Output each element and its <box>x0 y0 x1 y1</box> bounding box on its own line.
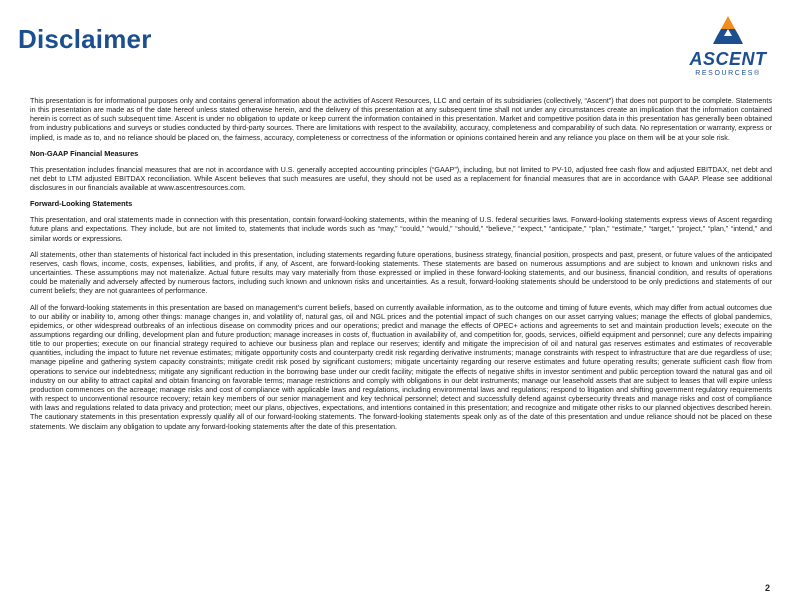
mountain-logo-icon <box>708 14 748 50</box>
forward-looking-heading: Forward-Looking Statements <box>30 199 133 209</box>
forward-looking-paragraph-2: All statements, other than statements of historical fact included in this presentation, including statements regarding future operations, business strategy, financial position, prospects and past, present, or future values of the anticipated reserves, cash flows, income, costs, expenses, liabilities, and profits, if any, of Ascent, are forward-looking statements. These statements are based on numerous assumptions and are subject to known and unknown risks and uncertainties. These assumptions may not materialize. Actual future results may vary materially from those expressed or implied in these forward-looking statements, and our business, financial condition, and results of operations could be materially and adversely affected by numerous factors, including such known and unknown risks and uncertainties. As a result, forward-looking statements should be understood to be only predictions and statements of our current beliefs; they are not guarantees of performance. <box>30 249 772 296</box>
non-gaap-heading: Non-GAAP Financial Measures <box>30 148 139 158</box>
forward-looking-paragraph-3: All of the forward-looking statements in this presentation are based on management’s current beliefs, based on currently available information, as to the outcome and timing of future events, which may differ from actual outcomes due to our ability or inability to, among other things: manage changes in, and volatility of, natural gas, oil and NGL prices and the potential impact of such changes on our asset carrying values; manage the effects of global pandemics, epidemics, or other widespread outbreaks of an infectious disease on commodity prices and our operations; predict and manage the effects of OPEC+ actions and agreements to set and maintain production levels; execute on the assumptions regarding our drilling, development plan and future production; manage increases in costs of, fluctuation in availability of, and competition for, goods, services, oilfield equipment and personnel; cure any defects impairing title to our properties; execute on our financial strategy required to achieve our business plan and replace our reserves; identify and mitigate the imprecision of oil and natural gas reserves estimates and estimates of recoverable quantities, including the impact to future net revenue estimates; mitigate opportunity costs and counterparty credit risk regarding derivative instruments; manage constraints with respect to infrastructure that are due regardless of use; manage pipeline and gathering system capacity constraints; mitigate credit risk posed by significant customers; mitigate uncertainty regarding our reserve estimates and future operating results; generate sufficient cash flow from operations to service our indebtedness; mitigate any significant reduction in the borrowing base under our credit facility; mitigate the effects of negative shifts in investor sentiment and public perception toward the natural gas and oil industry on our ability to attract capital and obtain financing on favorable terms; manage restrictions and comply with obligations in our debt instruments; manage our leasehold assets that are subject to leases that will expire unless production commences on the acreage; manage risks and cost of compliance with applicable laws and regulations, including environmental laws and regulations; respond to litigation and shifting government regulatory requirements with respect to unconventional resource recovery; retain key members of our senior management and key technical personnel; detect and successfully defend against cybersecurity threats and manage risks and cost of compliance with laws and regulations related to data privacy and protection; meet our plans, objectives, expectations, and intentions contained in this presentation; and recognize and mitigate other risks to our planned objectives described herein. The cautionary statements in this presentation expressly qualify all of our forward-looking statements. The forward-looking statements speak only as of the date of this presentation and undue reliance should not be placed on these statements. We disclaim any obligation to update any forward-looking statements after the date of this presentation. <box>30 302 772 431</box>
page-number: 2 <box>764 583 770 593</box>
forward-looking-paragraph-1: This presentation, and oral statements made in connection with this presentation, contain forward-looking statements, within the meaning of U.S. federal securities laws. Forward-looking statements express views of Ascent regarding future plans and expectations. They include, but are not limited to, statements that include words such as “may,” “could,” “would,” “should,” “believe,” “expect,” “anticipate,” “plan,” “estimate,” “target,” “project,” “plan,” “intend,” and similar words or expressions. <box>30 215 772 243</box>
non-gaap-paragraph: This presentation includes financial measures that are not in accordance with U.S. generally accepted accounting principles (“GAAP”), including, but not limited to PV-10, adjusted free cash flow and adjusted EBITDAX, net debt and net debt to LTM adjusted EBITDAX reconciliation. While Ascent believes that such measures are useful, they should not be used as a replacement for financial measures that are in accordance with GAAP. Please see additional disclosures in our financials available at www.ascentresources.com. <box>30 164 772 193</box>
company-logo <box>676 14 780 84</box>
intro-paragraph: This presentation is for informational purposes only and contains general information about the activities of Ascent Resources, LLC and certain of its subsidiaries (collectively, “Ascent”) that does not purport to be complete. Statements in this presentation are made as of the date hereof unless stated otherwise herein, and the delivery of this presentation at any subsequent time shall not under any circumstances create an implication that the information contained herein is correct as of such subsequent time. Ascent is under no obligation to update or keep current the information contained in this presentation. Market and competitive position data in this presentation has generally been obtained from industry publications and surveys or studies conducted by third-party sources. There are limitations with respect to the availability, accuracy, completeness and comparability of such data. No representation or warranty, express or implied, is made as to, and no reliance should be placed on, the fairness, accuracy, completeness or correctness of the information or opinions contained herein and any reliance you place on them will be at your sole risk. <box>30 96 772 142</box>
disclaimer-body <box>30 96 772 438</box>
logo-wordmark: ASCENT <box>689 49 767 69</box>
logo-tagline: RESOURCES® <box>695 70 761 77</box>
page-title: Disclaimer <box>18 24 152 54</box>
